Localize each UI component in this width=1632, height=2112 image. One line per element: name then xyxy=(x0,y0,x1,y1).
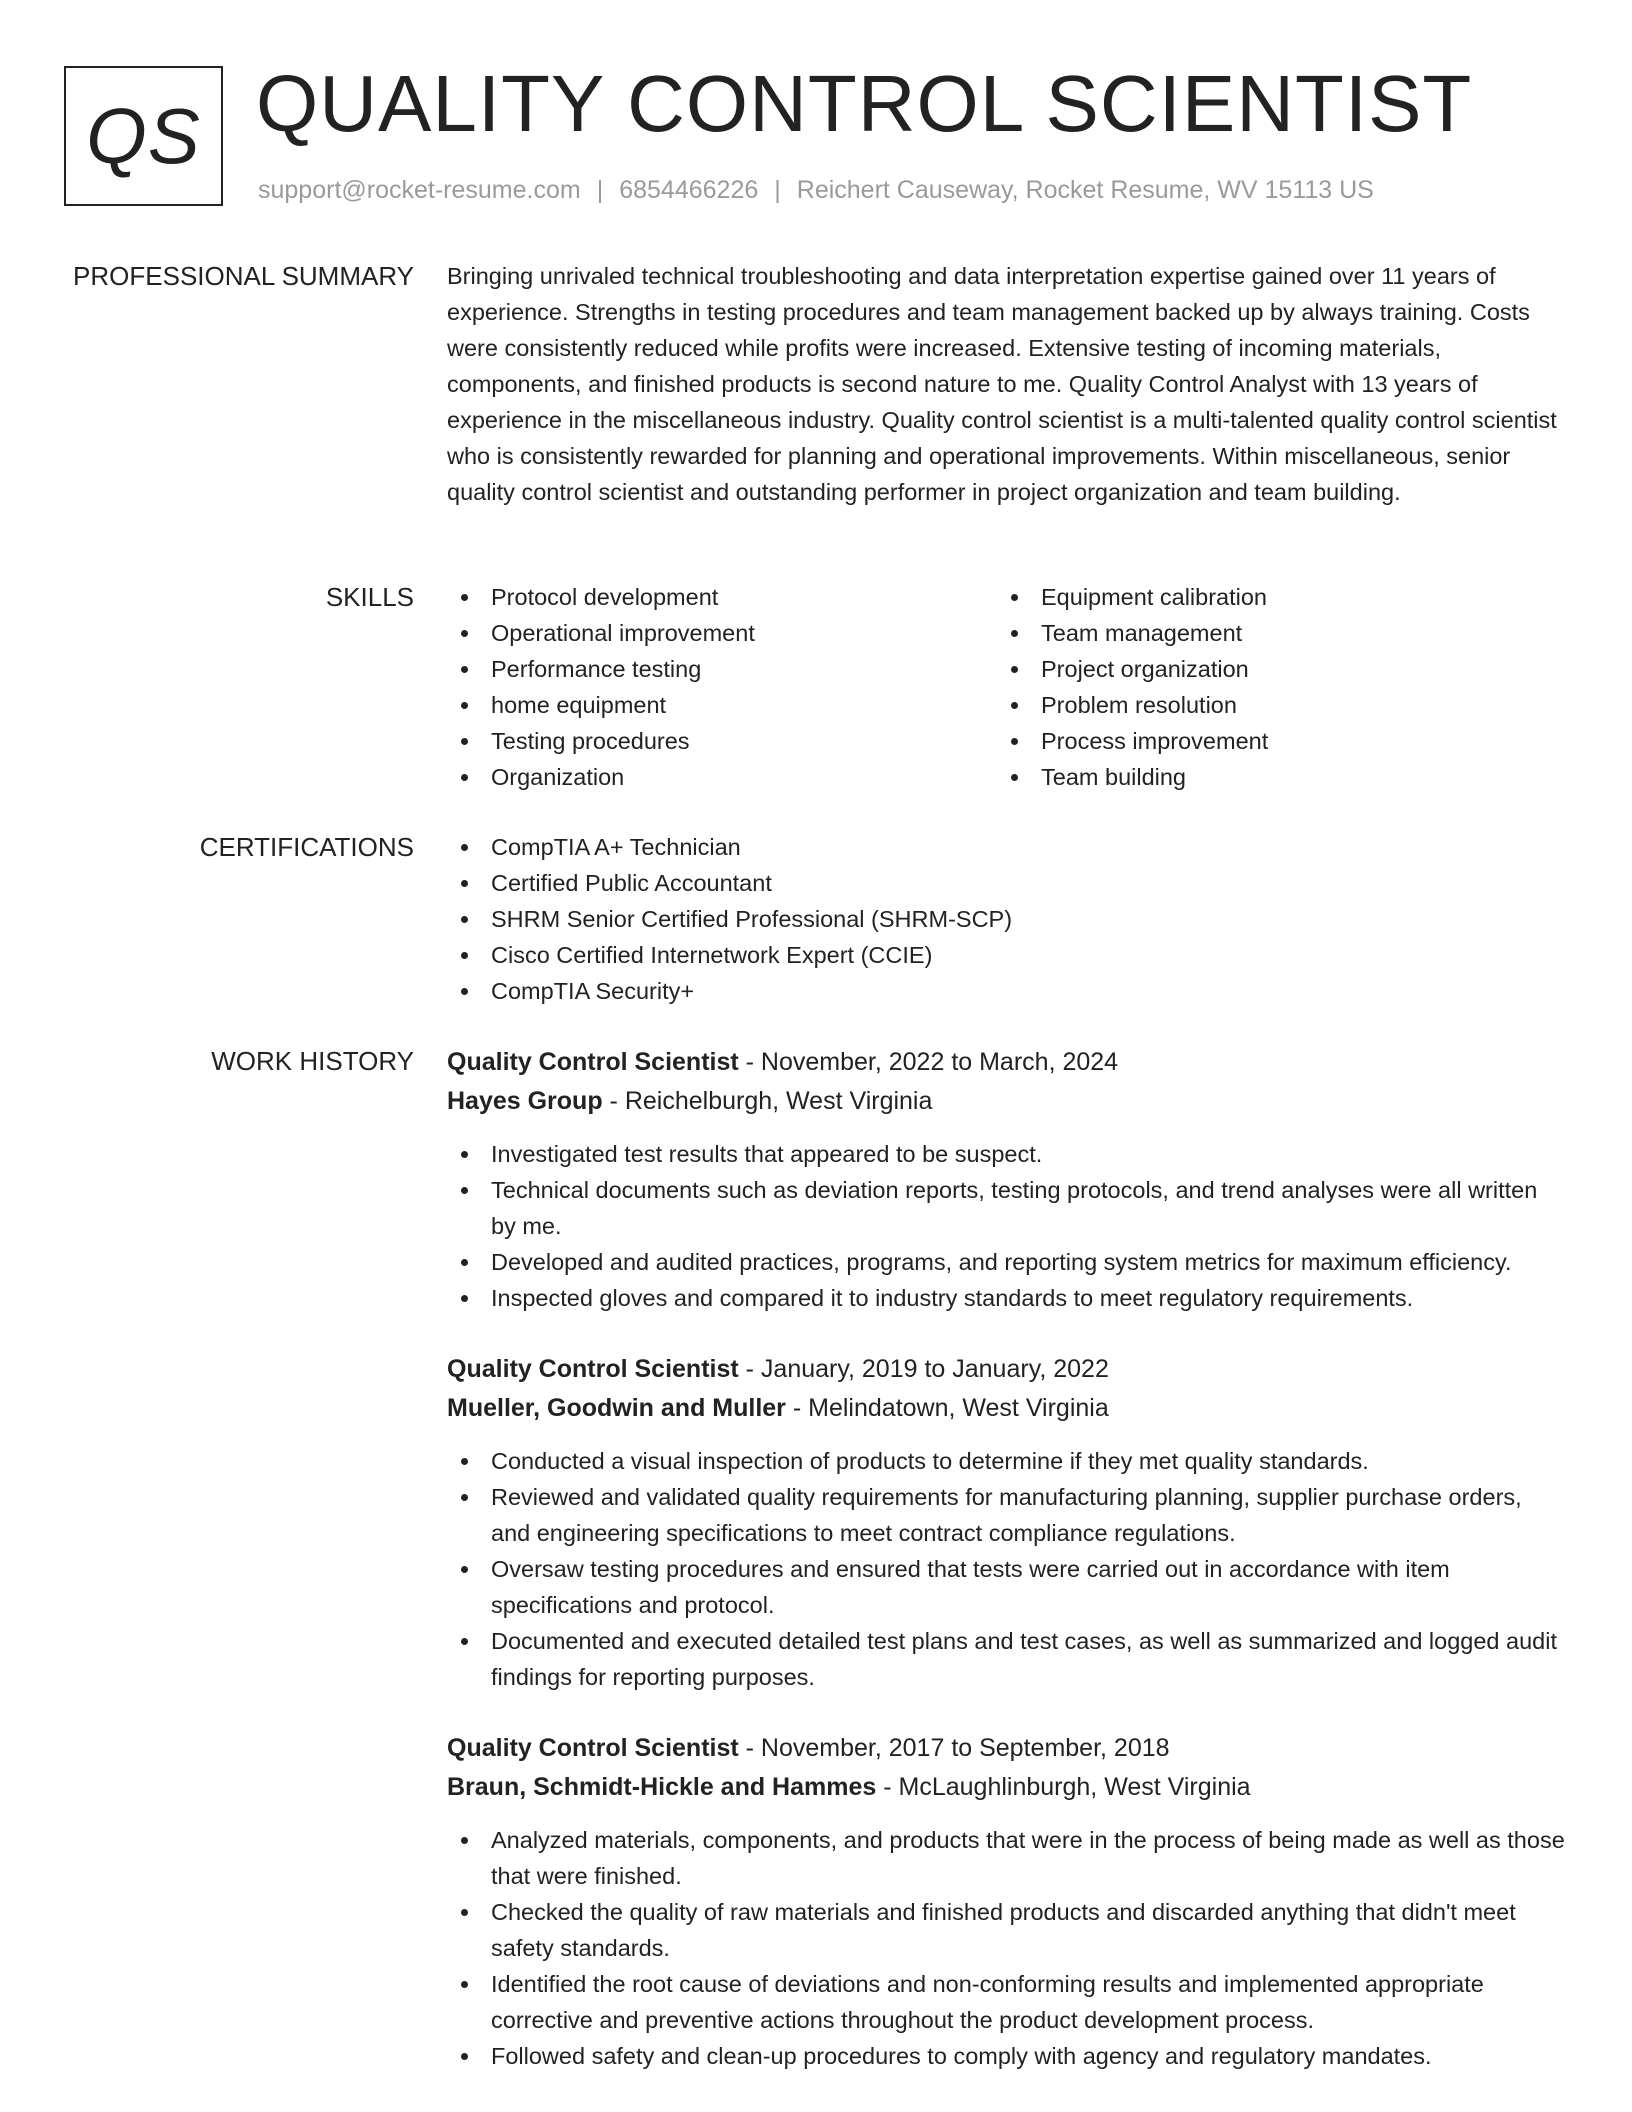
job-company: Hayes Group xyxy=(447,1087,603,1115)
certification-item: CompTIA Security+ xyxy=(447,973,1567,1009)
skill-item: Testing procedures xyxy=(447,723,997,759)
skill-item: Project organization xyxy=(997,651,1547,687)
contact-separator: | xyxy=(774,176,781,204)
job-title: Quality Control Scientist xyxy=(447,1734,739,1762)
job-title-line xyxy=(447,1350,1567,1389)
job-duty: Investigated test results that appeared to be suspect. xyxy=(447,1136,1567,1172)
certification-item: CompTIA A+ Technician xyxy=(447,829,1567,865)
certifications-heading: CERTIFICATIONS xyxy=(199,832,414,862)
skill-item: home equipment xyxy=(447,687,997,723)
skill-item: Protocol development xyxy=(447,579,997,615)
job-duty: Documented and executed detailed test plans and test cases, as well as summarized and logged audit findings for reporting purposes. xyxy=(447,1623,1567,1695)
job-duty: Conducted a visual inspection of products to determine if they met quality standards. xyxy=(447,1443,1567,1479)
job-title: Quality Control Scientist xyxy=(447,1048,739,1076)
job-company-line xyxy=(447,1768,1567,1807)
job-company: Mueller, Goodwin and Muller xyxy=(447,1394,786,1422)
skill-item: Team building xyxy=(997,759,1547,795)
job-title-line xyxy=(447,1729,1567,1768)
job-location: - Reichelburgh, West Virginia xyxy=(602,1087,933,1115)
skill-item: Performance testing xyxy=(447,651,997,687)
certification-item: Certified Public Accountant xyxy=(447,865,1567,901)
contact-address: Reichert Causeway, Rocket Resume, WV 15113 US xyxy=(796,176,1374,204)
skills-heading: SKILLS xyxy=(325,582,414,612)
job-duty: Reviewed and validated quality requirements for manufacturing planning, supplier purchase orders, and engineering specifications to meet contract compliance regulations. xyxy=(447,1479,1567,1551)
contact-separator: | xyxy=(596,176,604,204)
job-company-line xyxy=(447,1389,1567,1428)
work-history-heading: WORK HISTORY xyxy=(211,1046,414,1076)
job-duty: Inspected gloves and compared it to industry standards to meet regulatory requirements. xyxy=(447,1280,1567,1316)
job-company-line xyxy=(447,1082,1567,1121)
job-entry xyxy=(447,1350,1567,1695)
job-title: Quality Control Scientist xyxy=(447,1355,739,1383)
job-duty: Checked the quality of raw materials and finished products and discarded anything that didn't meet safety standards. xyxy=(447,1894,1567,1966)
certification-item: SHRM Senior Certified Professional (SHRM-SCP) xyxy=(447,901,1567,937)
skill-item: Problem resolution xyxy=(997,687,1547,723)
job-entry xyxy=(447,1043,1567,1316)
job-duties-list xyxy=(447,1822,1567,2074)
job-title-line xyxy=(447,1043,1567,1082)
job-entry xyxy=(447,1729,1567,2074)
job-duty: Followed safety and clean-up procedures to comply with agency and regulatory mandates. xyxy=(447,2038,1567,2074)
job-company: Braun, Schmidt-Hickle and Hammes xyxy=(447,1773,877,1801)
job-duties-list xyxy=(447,1443,1567,1695)
skill-item: Process improvement xyxy=(997,723,1547,759)
summary-body xyxy=(447,258,1567,510)
skill-item: Organization xyxy=(447,759,997,795)
job-dates: - November, 2017 to September, 2018 xyxy=(738,1734,1170,1762)
skills-column-left xyxy=(447,579,997,795)
contact-email: support@rocket-resume.com xyxy=(258,176,581,204)
skill-item: Team management xyxy=(997,615,1547,651)
job-duty: Oversaw testing procedures and ensured that tests were carried out in accordance with item specifications and protocol. xyxy=(447,1551,1567,1623)
job-duty: Identified the root cause of deviations and non-conforming results and implemented appropriate corrective and preventive actions throughout the product development process. xyxy=(447,1966,1567,2038)
job-duty: Developed and audited practices, programs, and reporting system metrics for maximum efficiency. xyxy=(447,1244,1567,1280)
contact-line xyxy=(258,174,1374,206)
monogram-initials: QS xyxy=(86,92,201,180)
monogram-box xyxy=(64,66,223,206)
job-dates: - November, 2022 to March, 2024 xyxy=(738,1048,1119,1076)
skill-item: Operational improvement xyxy=(447,615,997,651)
skills-column-right xyxy=(997,579,1547,795)
job-location: - McLaughlinburgh, West Virginia xyxy=(876,1773,1251,1801)
skills-body xyxy=(447,579,1567,795)
resume-title: QUALITY CONTROL SCIENTIST xyxy=(256,59,1473,148)
certification-item: Cisco Certified Internetwork Expert (CCIE) xyxy=(447,937,1567,973)
job-duty: Technical documents such as deviation reports, testing protocols, and trend analyses were all written by me. xyxy=(447,1172,1567,1244)
job-duties-list xyxy=(447,1136,1567,1316)
job-dates: - January, 2019 to January, 2022 xyxy=(738,1355,1109,1383)
skill-item: Equipment calibration xyxy=(997,579,1547,615)
job-duty: Analyzed materials, components, and products that were in the process of being made as well as those that were finished. xyxy=(447,1822,1567,1894)
certifications-list xyxy=(447,829,1567,1009)
contact-phone: 6854466226 xyxy=(619,176,759,204)
summary-text: Bringing unrivaled technical troubleshooting and data interpretation expertise gained over 11 years of experience. Strengths in testing procedures and team management backed up by always training. Costs were consistently reduced while profits were increased. Extensive testing of incoming materials, components, and finished products is second nature to me. Quality Control Analyst with 13 years of experience in the miscellaneous industry. Quality control scientist is a multi-talented quality control scientist who is consistently rewarded for planning and operational improvements. Within miscellaneous, senior quality control scientist and outstanding performer in project organization and team building. xyxy=(447,263,1557,505)
summary-heading: PROFESSIONAL SUMMARY xyxy=(73,261,414,291)
work-history-body xyxy=(447,1043,1567,2108)
certifications-body xyxy=(447,829,1567,1009)
job-location: - Melindatown, West Virginia xyxy=(785,1394,1109,1422)
